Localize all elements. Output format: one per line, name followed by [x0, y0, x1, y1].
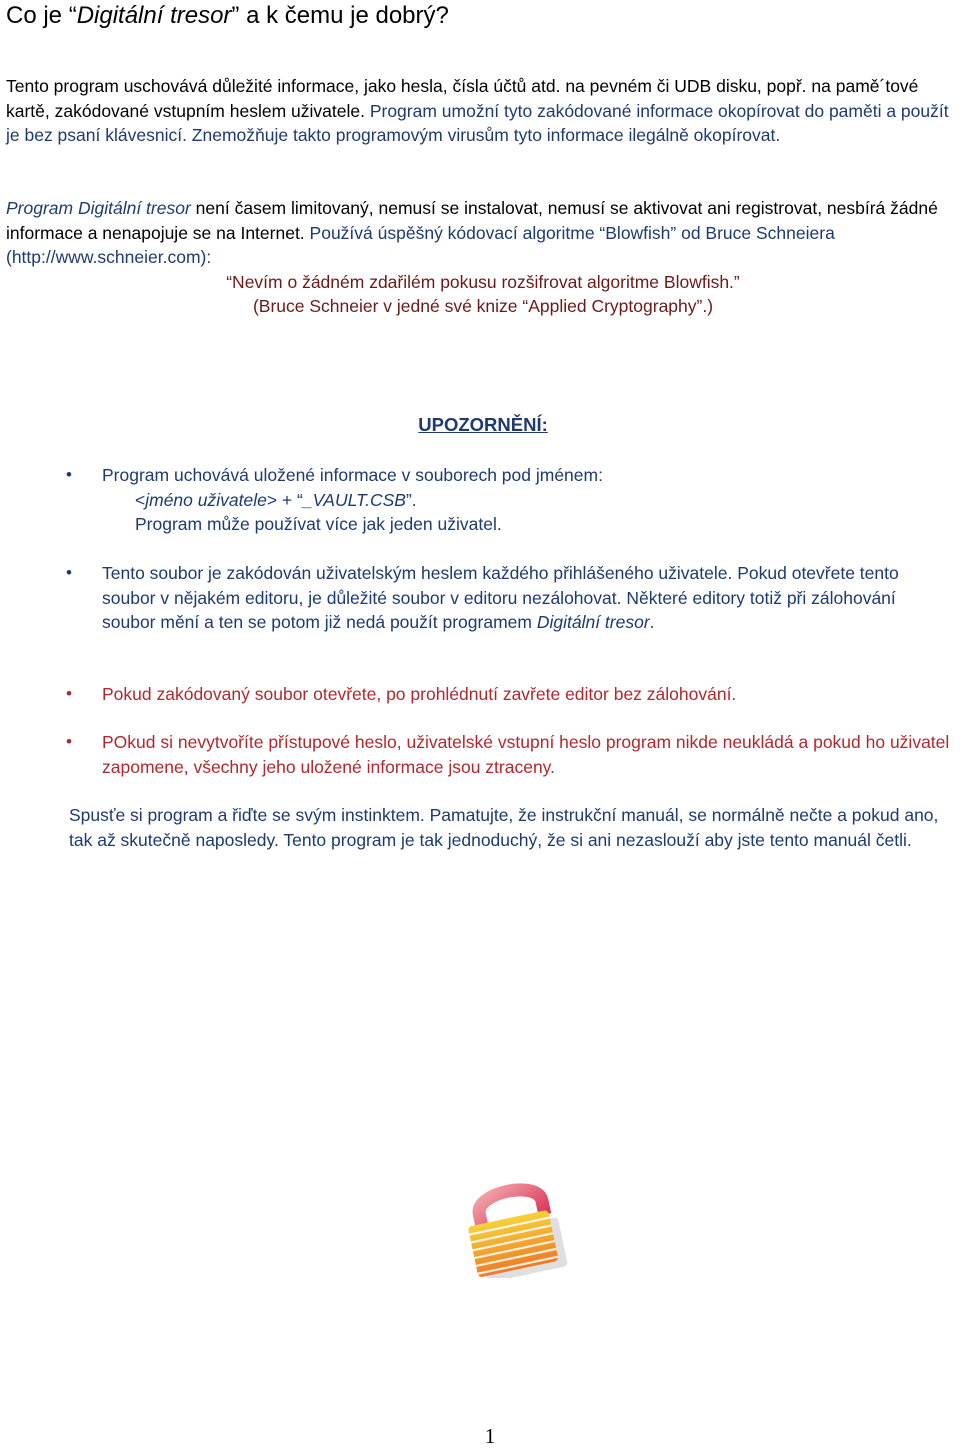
intro-paragraph	[6, 74, 954, 148]
filename-prefix: <	[135, 490, 146, 510]
bullet-2-end: .	[649, 612, 655, 632]
bullet-2-body: Tento soubor je zakódován uživatelským heslem každého přihlášeného uživatele. Pokud otevřete tento soubor v nějakém editoru, je důležité soubor v editoru nezálohovat. Některé editory totiž při zálohování soubor mění a ten se potom již nedá použít programem	[102, 563, 899, 632]
bullet-text-3: Pokud zakódovaný soubor otevřete, po prohlédnutí zavřete editor bez zálohování.	[102, 684, 737, 704]
bullet-marker-2: •	[66, 563, 72, 582]
bullet-marker-3: •	[66, 684, 72, 703]
about-navy-text: Používá úspěšný kódovací algoritme “Blowfish” od Bruce Schneiera (http://www.schneier.com):	[6, 222, 835, 267]
bullet-text-1: Program uchovává uložené informace v souborech pod jménem:	[102, 465, 603, 485]
about-plain-text: není časem limitovaný, nemusí se instalovat, nemusí se aktivovat ani registrovat, nesbírá žádné informace a nenapojuje se na Internet.	[6, 198, 938, 243]
quote-line-1: “Nevím o žádném zdařilém pokusu rozšifrovat algoritme Blowfish.”	[226, 272, 740, 292]
closing-paragraph: Spusťe si program a řiďte se svým instinktem. Pamatujte, že instrukční manuál, se normálně nečte a pokud ano, tak až skutečně naposledy. Tento program je tak jednoduchý, že si ani nezaslouží aby jste tento manuál četli.	[69, 805, 939, 850]
filename-suffix-name: _VAULT.CSB	[302, 490, 406, 510]
title-suffix: ” a k čemu je dobrý?	[231, 2, 449, 29]
about-paragraph	[6, 196, 954, 270]
filename-mid: > + “	[266, 490, 303, 510]
filename-end: ”.	[405, 490, 417, 510]
bullet-marker-4: •	[66, 732, 72, 751]
page-number: 1	[484, 1424, 496, 1448]
intro-navy-text: Program umožní tyto zakódované informace okopírovat do paměti a použít je bez psaní klávesnicí. Znemožňuje takto programovým virusům tyto informace ilegálně okopírovat.	[6, 100, 949, 145]
bullet-2-emphasis: Digitální tresor	[536, 612, 650, 632]
warning-heading: UPOZORNĚNÍ:	[418, 414, 548, 435]
bullet-text-4: POkud si nevytvoříte přístupové heslo, uživatelské vstupní heslo program nikde neukládá a pokud ho uživatel zapomene, všechny jeho uložené informace jsou ztraceny.	[102, 732, 950, 777]
padlock-logo-icon	[455, 1173, 575, 1278]
bullet-marker-1: •	[66, 465, 72, 484]
vault-filename-line	[135, 488, 417, 513]
title-emphasis: Digitální tresor	[76, 2, 232, 29]
title-prefix: Co je “	[6, 2, 77, 29]
filename-user-placeholder: jméno uživatele	[145, 490, 267, 510]
bullet-text-2	[102, 561, 954, 635]
multi-user-note: Program může používat více jak jeden uživatel.	[135, 514, 502, 534]
page-title	[6, 2, 449, 30]
quote-line-2: (Bruce Schneier v jedné své knize “Applied Cryptography”.)	[252, 296, 714, 316]
about-emphasis: Program Digitální tresor	[6, 198, 191, 218]
intro-plain-text: Tento program uschovává důležité informace, jako hesla, čísla účtů atd. na pevném či UDB disku, popř. na pamě´tové kartě, zakódované vstupním heslem uživatele.	[6, 76, 919, 121]
